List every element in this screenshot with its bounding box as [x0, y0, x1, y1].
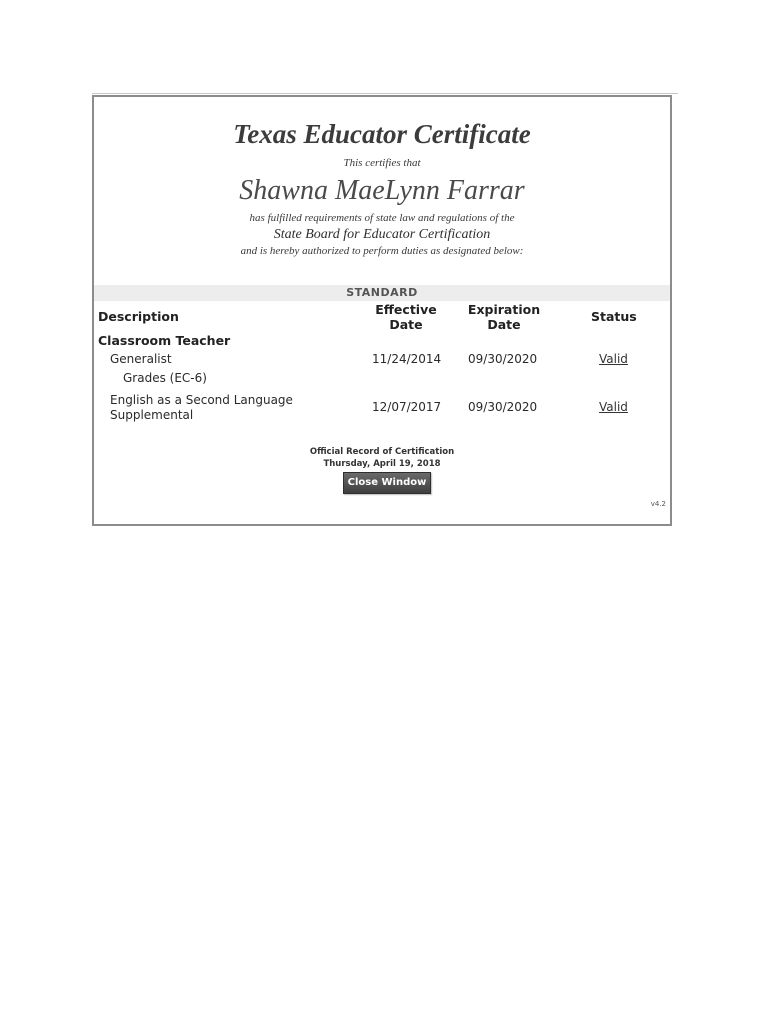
top-divider — [92, 93, 678, 94]
header-effective: Effective Date — [375, 302, 437, 332]
row-description: English as a Second Language Supplemental — [110, 393, 293, 422]
official-record: Official Record of Certification Thursday, April 19, 2018 — [309, 447, 455, 469]
row-effective-date: 11/24/2014 — [372, 352, 442, 366]
board-line: State Board for Educator Certification — [273, 227, 491, 242]
header-status: Status — [591, 309, 637, 324]
close-window-button[interactable]: Close Window — [343, 472, 431, 494]
row-expiration-date: 09/30/2020 — [468, 352, 538, 366]
version-label: v4.2 — [650, 500, 666, 508]
valid-status-link[interactable]: Valid — [599, 400, 628, 414]
fulfilled-line: has fulfilled requirements of state law and regulations of the — [249, 212, 515, 224]
header-description: Description — [98, 309, 179, 324]
row-effective-date: 12/07/2017 — [372, 400, 442, 414]
authorized-line: and is hereby authorized to perform duties as designated below: — [240, 245, 524, 257]
row-sub-grades: Grades (EC-6) — [123, 371, 207, 385]
row-expiration-date: 09/30/2020 — [468, 400, 538, 414]
row-description: Generalist — [110, 352, 172, 366]
holder-name: Shawna MaeLynn Farrar — [239, 175, 525, 206]
group-classroom-teacher: Classroom Teacher — [98, 333, 231, 348]
certificate-title: Texas Educator Certificate — [233, 119, 531, 149]
standard-band: STANDARD — [94, 285, 670, 301]
certificate-panel — [92, 95, 672, 526]
valid-status-link[interactable]: Valid — [599, 352, 628, 366]
header-expiration: Expiration Date — [467, 302, 541, 332]
certifies-line: This certifies that — [343, 157, 421, 169]
